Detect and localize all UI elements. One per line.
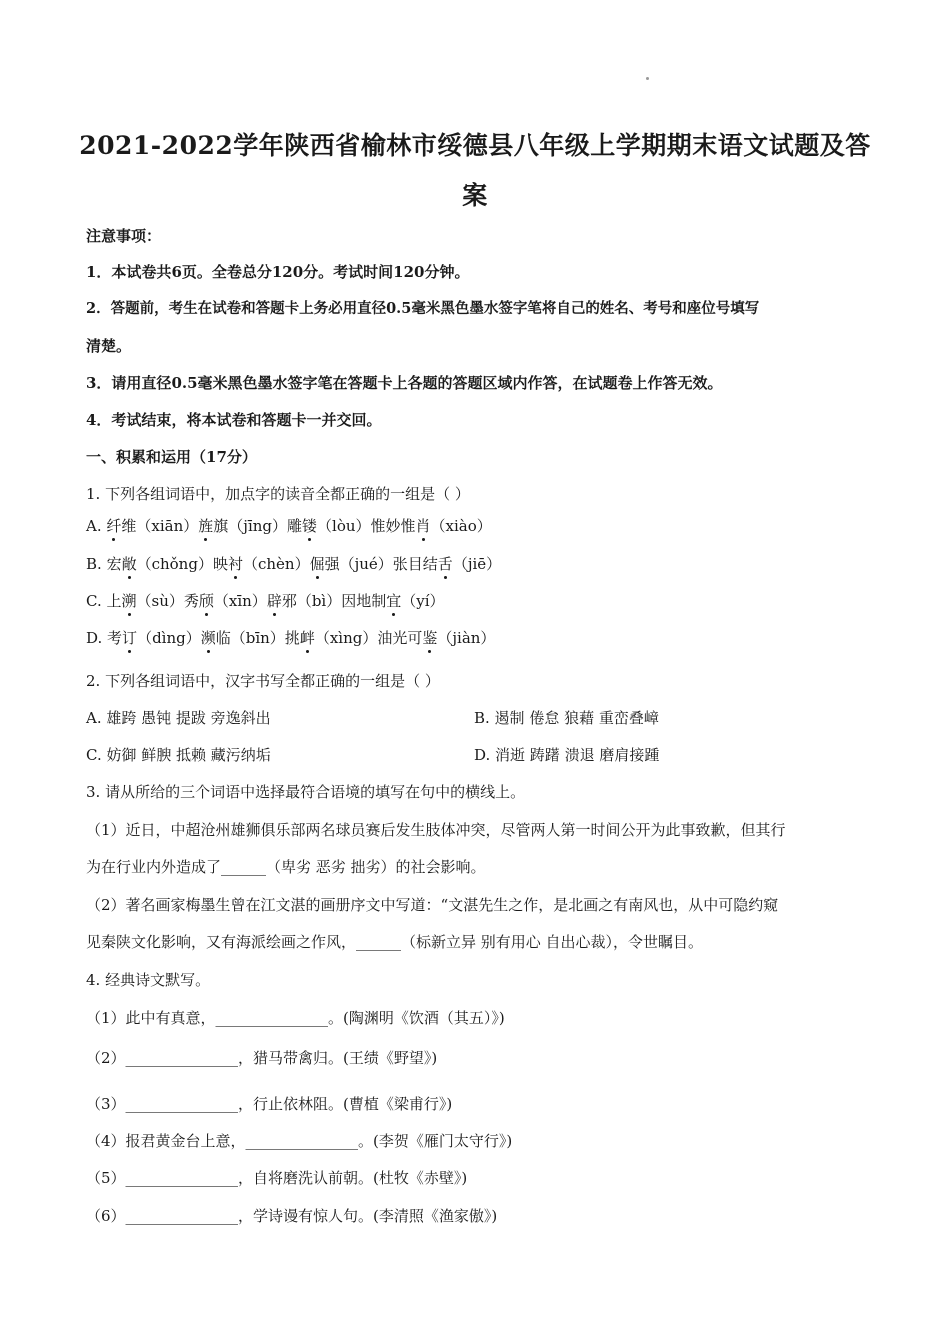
emphasized-char: 颀 [198, 592, 214, 610]
option-text: 维（xiān） [121, 517, 199, 535]
emphasized-char: 舌 [437, 555, 453, 573]
q4-line-2: （2）_______________，猎马带禽归。(王绩《野望》) [86, 1049, 438, 1067]
emphasized-char: 溯 [121, 592, 137, 610]
q2-option-b: B. 遏制 倦怠 狼藉 重峦叠嶂 [474, 709, 659, 727]
note-3: 3．请用直径0.5毫米黑色墨水签字笔在答题卡上各题的答题区域内作答，在试题卷上作答无效。 [86, 374, 723, 392]
q3-stem: 3. 请从所给的三个词语中选择最符合语境的填写在句中的横线上。 [86, 783, 526, 801]
option-text: （xiào） [430, 517, 492, 535]
note-1: 1．本试卷共6页。全卷总分120分。考试时间120分钟。 [86, 263, 470, 281]
document-title-line2: 案 [462, 181, 488, 210]
option-text: （xīn） [213, 592, 267, 610]
option-text: 宏 [101, 555, 122, 573]
q3-part2-line1: （2）著名画家梅墨生曾在江文湛的画册序文中写道：“文湛先生之作，是北画之有南风也，从中可隐约窥 [86, 896, 779, 914]
option-text: （lòu）惟妙惟 [317, 517, 416, 535]
q1-option-b [86, 554, 876, 574]
option-text: 强（jué）张目结 [324, 555, 438, 573]
document-title-line1: 2021-2022学年陕西省榆林市绥德县八年级上学期期末语文试题及答 [79, 131, 871, 160]
section1-heading: 一、积累和运用（17分） [86, 448, 257, 466]
option-text: 临（bīn）挑 [215, 629, 300, 647]
q1-option-c [86, 591, 876, 611]
q4-line-3: （3）_______________，行止依林阻。(曹植《梁甫行》) [86, 1095, 453, 1113]
q2-option-a: A. 雄跨 愚钝 提跋 旁逸斜出 [86, 709, 271, 727]
emphasized-char: 鉴 [422, 629, 438, 647]
q3-part1-line2: 为在行业内外造成了______（卑劣 恶劣 拙劣）的社会影响。 [86, 858, 486, 876]
option-text: 考 [102, 629, 123, 647]
note-2-cont: 清楚。 [86, 337, 132, 355]
option-text: 旗（jīng）雕 [213, 517, 303, 535]
scan-mark [646, 77, 649, 80]
emphasized-char: 宜 [386, 592, 402, 610]
emphasized-char: 镂 [302, 517, 318, 535]
option-label: B. [86, 555, 102, 573]
option-label: C. [86, 592, 102, 610]
q1-option-a [86, 516, 876, 536]
q2-stem: 2. 下列各组词语中，汉字书写全都正确的一组是（ ） [86, 672, 440, 690]
emphasized-char: 衬 [227, 555, 243, 573]
option-text: 邪（bì）因地制 [281, 592, 387, 610]
option-text: 上 [101, 592, 122, 610]
emphasized-char: 衅 [299, 629, 315, 647]
option-text: （chǒng）映 [136, 555, 228, 573]
emphasized-char: 订 [122, 629, 138, 647]
q2-option-c: C. 妨御 鲜腴 抵赖 藏污纳垢 [86, 746, 271, 764]
q4-line-6: （6）_______________，学诗谩有惊人句。(李清照《渔家傲》) [86, 1207, 498, 1225]
option-text: （sù）秀 [136, 592, 199, 610]
emphasized-char: 濒 [200, 629, 216, 647]
option-label: D. [86, 629, 103, 647]
option-text: （jiàn） [437, 629, 496, 647]
q3-part1-line1: （1）近日，中超沧州雄狮俱乐部两名球员赛后发生肢体冲突，尽管两人第一时间公开为此事致歉，但其行 [86, 821, 786, 839]
emphasized-char: 肖 [415, 517, 431, 535]
q4-stem: 4. 经典诗文默写。 [86, 971, 211, 989]
q2-option-d: D. 消逝 踌躇 溃退 磨肩接踵 [474, 746, 660, 764]
emphasized-char: 倔 [309, 555, 325, 573]
q1-option-d [86, 628, 876, 648]
emphasized-char: 敞 [121, 555, 137, 573]
option-text: （chèn） [242, 555, 310, 573]
q4-line-4: （4）报君黄金台上意，_______________。(李贺《雁门太守行》) [86, 1132, 513, 1150]
option-label: A. [86, 517, 102, 535]
q3-part2-line2: 见秦陕文化影响，又有海派绘画之作风，______（标新立异 别有用心 自出心裁），令世瞩目。 [86, 933, 704, 951]
q1-stem: 1. 下列各组词语中，加点字的读音全都正确的一组是（ ） [86, 485, 470, 503]
note-4: 4．考试结束，将本试卷和答题卡一并交回。 [86, 411, 382, 429]
q4-line-5: （5）_______________，自将磨洗认前朝。(杜牧《赤壁》) [86, 1169, 468, 1187]
notes-heading: 注意事项： [86, 227, 162, 245]
option-text: （jiē） [452, 555, 502, 573]
emphasized-char: 纤 [106, 517, 122, 535]
option-text: （xìng）油光可 [314, 629, 423, 647]
option-text: （yí） [401, 592, 445, 610]
note-2: 2．答题前，考生在试卷和答题卡上务必用直径0.5毫米黑色墨水签字笔将自己的姓名、考号和座位号填写 [86, 300, 760, 317]
option-text: （dìng） [137, 629, 201, 647]
emphasized-char: 旌 [198, 517, 214, 535]
q4-line-1: （1）此中有真意，_______________。(陶渊明《饮酒（其五）》) [86, 1009, 505, 1027]
emphasized-char: 辟 [266, 592, 282, 610]
